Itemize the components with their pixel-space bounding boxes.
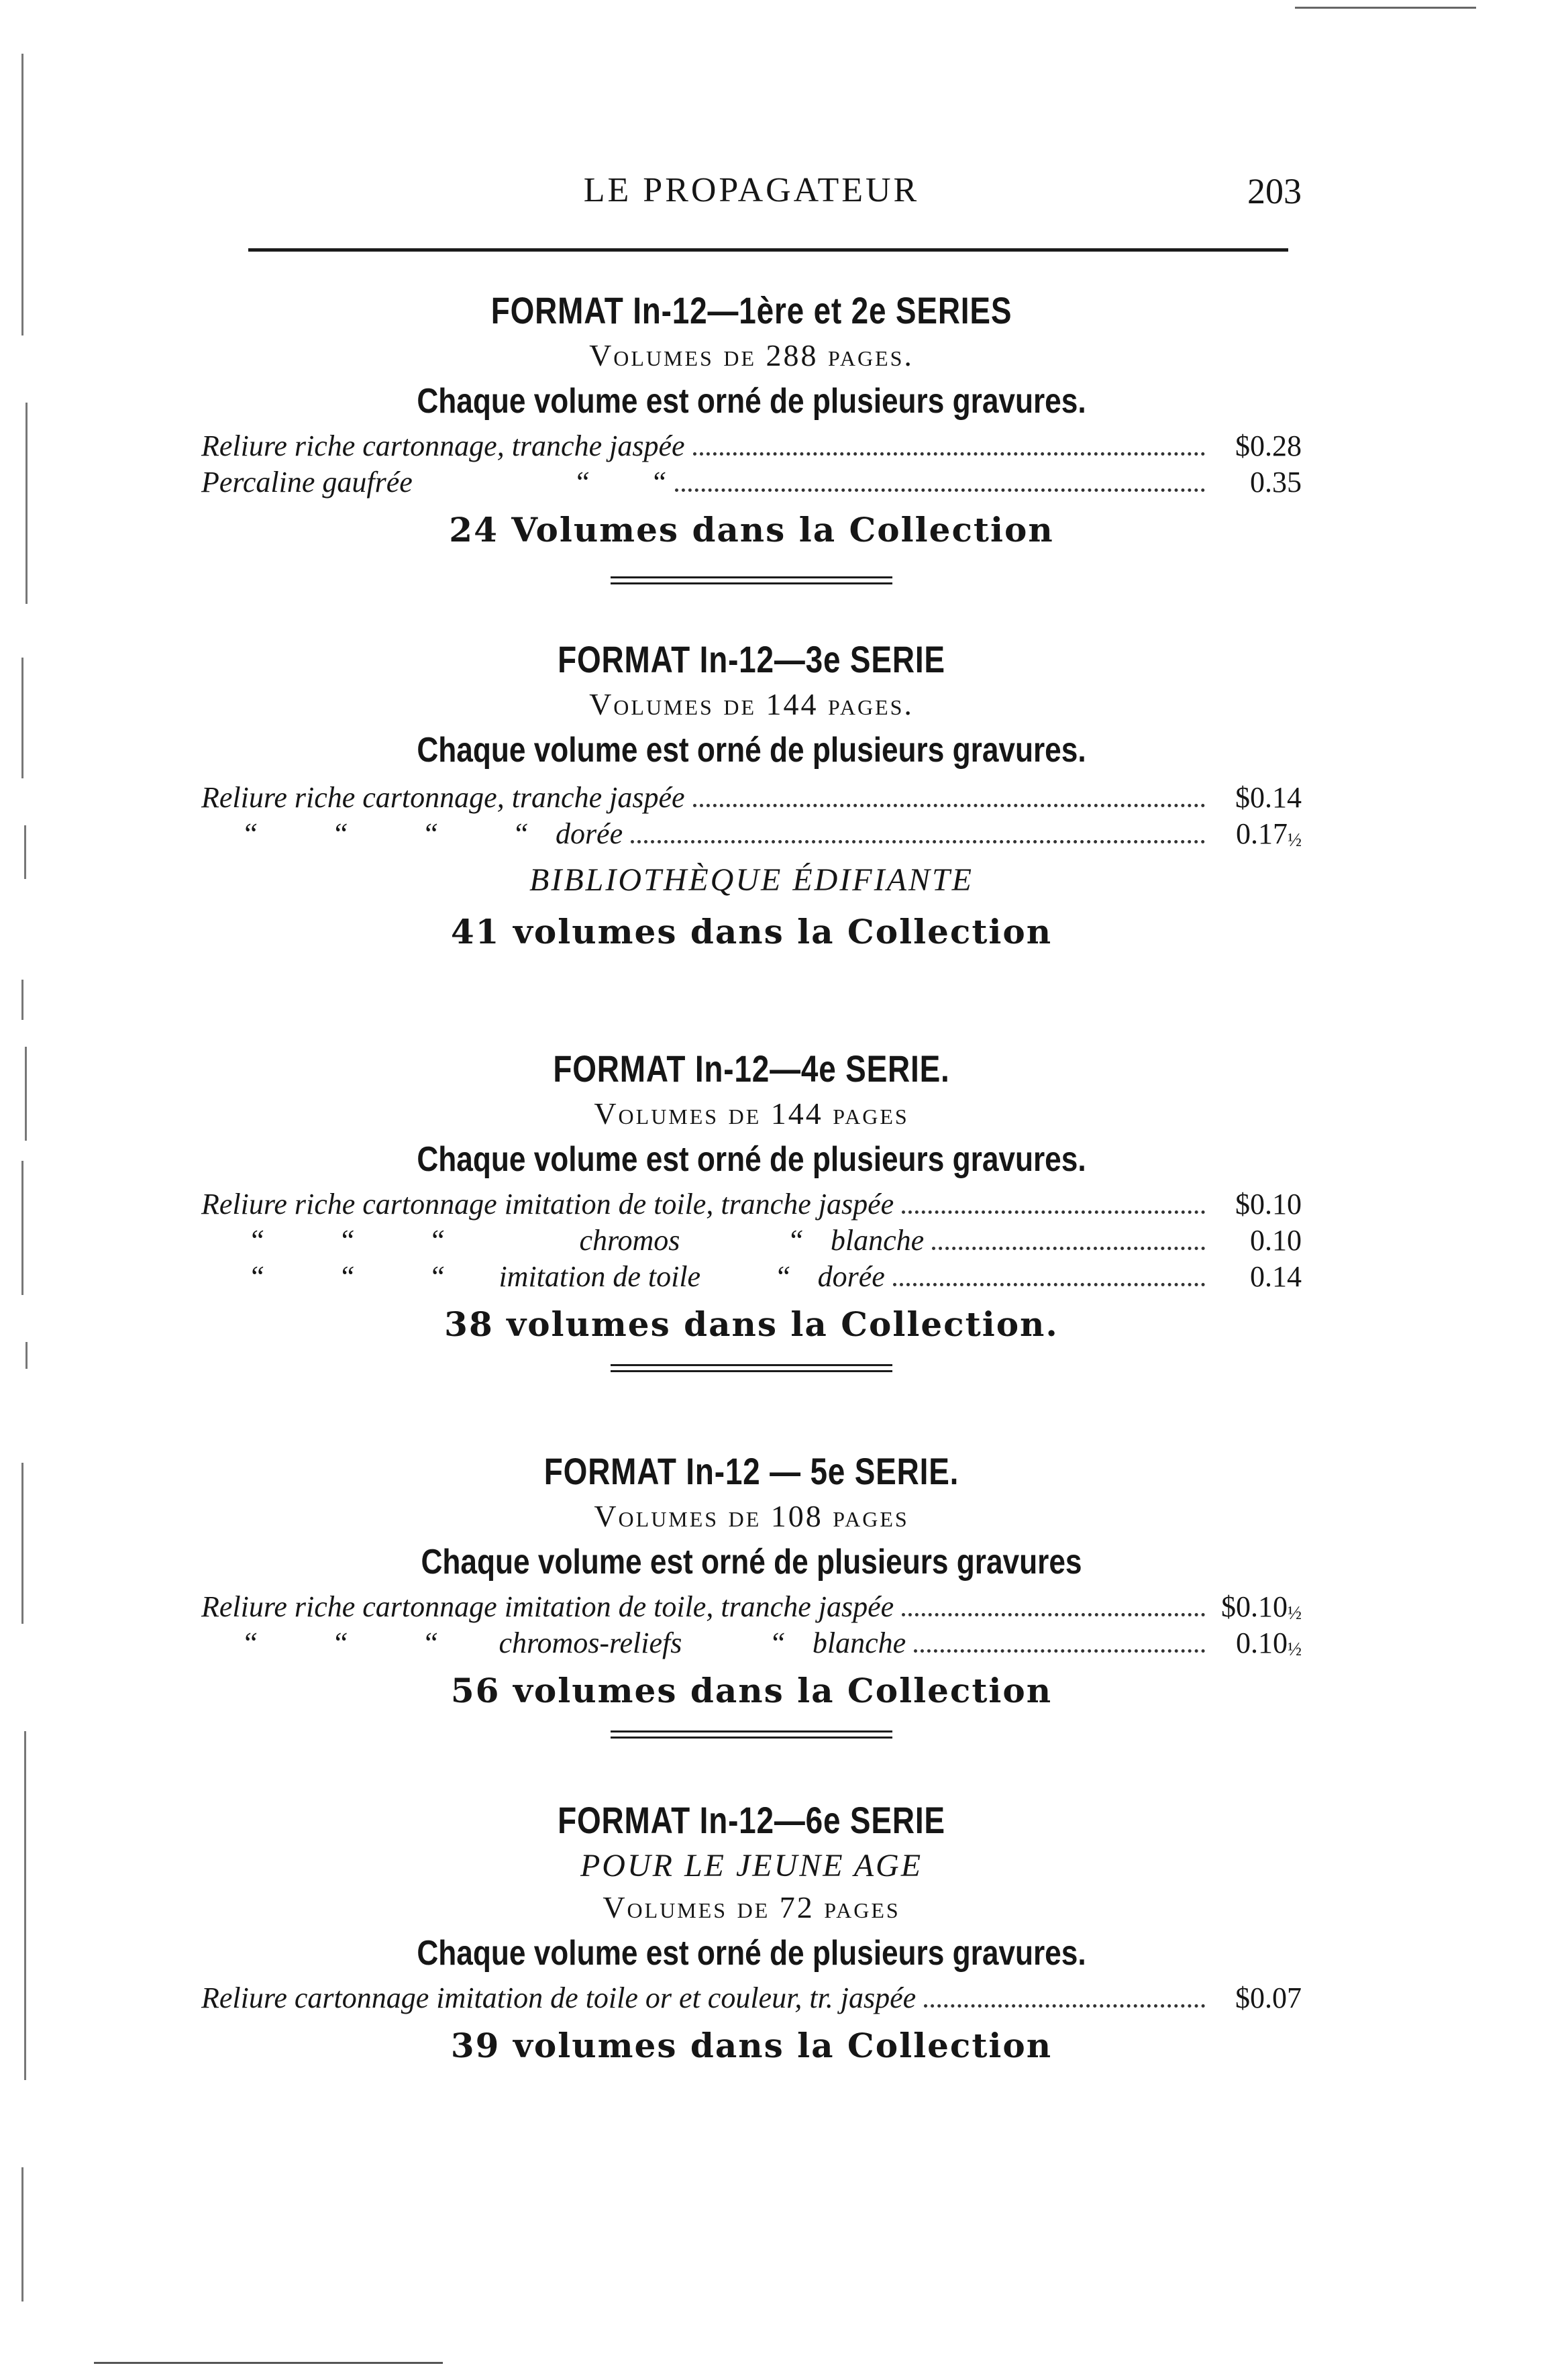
binding-label: Reliure riche cartonnage, tranche jaspée (201, 781, 685, 814)
ditto-mark: “ (787, 1224, 804, 1257)
price-row (201, 1625, 1302, 1661)
gravures-note: Chaque volume est orné de plusieurs gravures. (417, 382, 1086, 421)
binding-label: Reliure riche cartonnage, tranche jaspée (201, 429, 685, 462)
volume-pages: Volumes de 108 pages (594, 1499, 909, 1533)
ditto-mark: “ (242, 817, 258, 850)
price-row (201, 1259, 1302, 1295)
dot-leader (631, 840, 1205, 843)
ditto-marks (248, 1223, 445, 1259)
price: $0.28 (1235, 429, 1302, 462)
ditto-marks (242, 816, 529, 852)
margin-mark (1295, 7, 1476, 9)
dot-leader (675, 488, 1205, 492)
price: 0.10 (1236, 1626, 1288, 1659)
library-title: BIBLIOTHÈQUE ÉDIFIANTE (529, 862, 974, 898)
series-section-1 (201, 289, 1302, 588)
price: $0.07 (1235, 1981, 1302, 2014)
ditto-mark: “ (421, 1626, 439, 1659)
price-row (201, 1186, 1302, 1223)
series-section-5 (201, 1798, 1302, 2065)
format-heading: FORMAT In-12 — 5e SERIE. (543, 1450, 959, 1492)
price-row (201, 1589, 1302, 1625)
dot-leader (693, 452, 1206, 456)
ditto-mark: “ (428, 1260, 446, 1293)
dot-leader (902, 1210, 1205, 1214)
section-divider (611, 1730, 892, 1739)
audience-subtitle: POUR LE JEUNE AGE (580, 1848, 923, 1883)
gravures-note: Chaque volume est orné de plusieurs gravures (421, 1543, 1082, 1582)
price-fraction: ½ (1288, 1603, 1302, 1624)
price-cell (1214, 816, 1302, 852)
price-row (201, 1980, 1302, 2016)
ditto-mark: “ (331, 817, 348, 850)
binding-label: blanche (812, 1626, 906, 1659)
price: 0.17 (1236, 817, 1288, 850)
collection-count: 41 volumes dans la Collection (450, 912, 1053, 951)
collection-count: 24 Volumes dans la Collection (449, 510, 1054, 550)
price: $0.14 (1235, 781, 1302, 814)
ditto-mark: “ (338, 1260, 355, 1293)
header-rule (248, 248, 1288, 252)
binding-label: dorée (817, 1260, 885, 1293)
left-margin-specks (21, 54, 55, 2201)
collection-count: 39 volumes dans la Collection (450, 2026, 1053, 2065)
volume-pages: Volumes de 144 pages (594, 1096, 909, 1131)
dot-leader (893, 1283, 1205, 1286)
binding-label: Reliure riche cartonnage imitation de toile, tranche jaspée (201, 1590, 894, 1623)
binding-label: Percaline gaufrée (201, 466, 413, 499)
section-divider (611, 1364, 892, 1372)
ditto-mark: “ (331, 1626, 348, 1659)
ditto-marks (574, 464, 667, 501)
ditto-mark: “ (428, 1224, 446, 1257)
price-row (201, 780, 1302, 816)
volume-pages: Volumes de 72 pages (603, 1890, 900, 1924)
price-fraction: ½ (1288, 1639, 1302, 1660)
price: $0.10 (1235, 1188, 1302, 1221)
price: 0.14 (1250, 1260, 1302, 1293)
binding-label: blanche (830, 1224, 925, 1257)
dot-leader (924, 2004, 1205, 2008)
binding-label: chromos-reliefs (499, 1626, 682, 1659)
price-row (201, 464, 1302, 501)
format-heading: FORMAT In-12—6e SERIE (558, 1799, 945, 1841)
ditto-mark: “ (242, 1626, 258, 1659)
journal-title: LE PROPAGATEUR (583, 171, 920, 209)
ditto-mark: “ (774, 1260, 791, 1293)
gravures-note: Chaque volume est orné de plusieurs gravures. (417, 731, 1086, 770)
price-fraction: ½ (1288, 830, 1302, 851)
price-row (201, 428, 1302, 464)
ditto-mark: “ (769, 1626, 786, 1659)
price-cell (1214, 1589, 1302, 1625)
margin-mark (94, 2362, 443, 2364)
format-heading: FORMAT In-12—3e SERIE (558, 638, 945, 680)
price-cell (1214, 1625, 1302, 1661)
price: 0.10 (1250, 1224, 1302, 1257)
running-head (201, 166, 1302, 220)
collection-count: 56 volumes dans la Collection (450, 1671, 1053, 1710)
section-divider (611, 576, 892, 584)
volume-pages: Volumes de 288 pages. (589, 338, 914, 372)
ditto-mark: “ (248, 1224, 265, 1257)
dot-leader (902, 1613, 1205, 1616)
ditto-mark: “ (573, 466, 590, 499)
volume-pages: Volumes de 144 pages. (589, 687, 914, 721)
price: $0.10 (1221, 1590, 1288, 1623)
page-number: 203 (1247, 171, 1302, 211)
ditto-marks (242, 1625, 438, 1661)
dot-leader (932, 1247, 1205, 1250)
series-section-2 (201, 637, 1302, 951)
ditto-mark: “ (338, 1224, 355, 1257)
binding-label: Reliure cartonnage imitation de toile or et couleur, tr. jaspée (201, 1981, 917, 2014)
format-heading: FORMAT In-12—4e SERIE. (553, 1047, 950, 1090)
ditto-mark: “ (512, 817, 529, 850)
ditto-mark: “ (421, 817, 439, 850)
gravures-note: Chaque volume est orné de plusieurs gravures. (417, 1140, 1086, 1179)
ditto-marks (248, 1259, 445, 1295)
binding-label: chromos (579, 1224, 680, 1257)
gravures-note: Chaque volume est orné de plusieurs gravures. (417, 1934, 1086, 1973)
dot-leader (914, 1649, 1205, 1653)
dot-leader (693, 804, 1206, 807)
binding-label: imitation de toile (499, 1260, 701, 1293)
series-section-4 (201, 1449, 1302, 1743)
price: 0.35 (1250, 466, 1302, 499)
ditto-mark: “ (248, 1260, 265, 1293)
format-heading: FORMAT In-12—1ère et 2e SERIES (490, 289, 1012, 331)
price-row (201, 1223, 1302, 1259)
series-section-3 (201, 1047, 1302, 1376)
ditto-mark: “ (650, 466, 667, 499)
price-row (201, 816, 1302, 852)
binding-label: dorée (555, 817, 623, 850)
binding-label: Reliure riche cartonnage imitation de toile, tranche jaspée (201, 1188, 894, 1221)
collection-count: 38 volumes dans la Collection. (444, 1304, 1059, 1344)
